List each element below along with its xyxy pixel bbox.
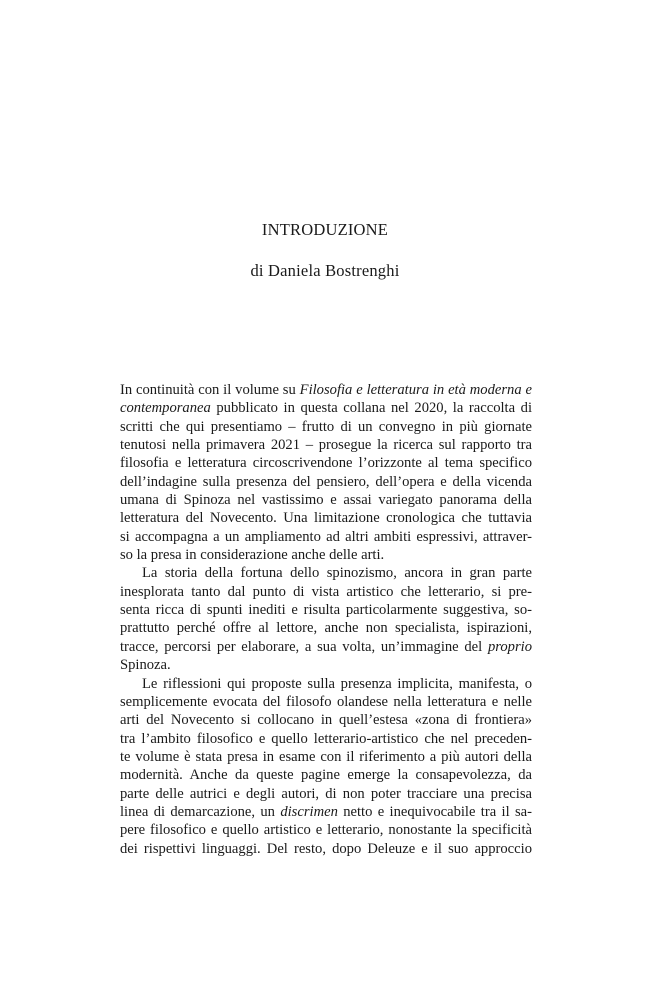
text-line bbox=[120, 693, 532, 711]
text-line bbox=[120, 675, 532, 693]
text-segment: netto e inequivocabile tra il sa- bbox=[337, 803, 532, 820]
text-segment: parte delle autrici e degli autori, di non poter tracciare una precisa bbox=[120, 785, 532, 802]
text-line bbox=[120, 730, 532, 748]
text-segment: linea di demarcazione, un bbox=[120, 803, 281, 820]
text-line bbox=[120, 381, 532, 399]
text-line bbox=[120, 509, 532, 527]
italic-text: discrimen bbox=[280, 803, 338, 820]
text-segment: dei rispettivi linguaggi. Del resto, dopo Deleuze e il suo approccio bbox=[120, 840, 532, 857]
text-line bbox=[120, 711, 532, 729]
text-segment: tracce, percorsi per elaborare, a sua volta, un’immagine del bbox=[120, 638, 488, 655]
text-segment: so la presa in considerazione anche delle arti. bbox=[120, 547, 385, 564]
text-line bbox=[120, 418, 532, 436]
text-line bbox=[120, 473, 532, 491]
text-line bbox=[120, 601, 532, 619]
text-line bbox=[120, 766, 532, 784]
text-line bbox=[120, 656, 532, 674]
text-segment: tenutosi nella primavera 2021 – prosegue la ricerca sul rapporto tra bbox=[120, 437, 532, 454]
text-segment: modernità. Anche da queste pagine emerge la consapevolezza, da bbox=[120, 767, 532, 784]
text-segment: pubblicato in questa collana nel 2020, la raccolta di bbox=[210, 400, 532, 417]
text-segment: pere filosofico e quello artistico e letterario, nonostante la specificità bbox=[120, 822, 532, 839]
text-line bbox=[120, 564, 532, 582]
text-segment: dell’indagine sulla presenza del pensiero, dell’opera e della vicenda bbox=[120, 473, 532, 490]
text-segment: La storia della fortuna dello spinozismo, ancora in gran parte bbox=[142, 565, 532, 582]
author-line: di Daniela Bostrenghi bbox=[250, 261, 400, 280]
text-segment: umana di Spinoza nel vastissimo e assai variegato panorama della bbox=[120, 492, 532, 509]
text-line bbox=[120, 454, 532, 472]
text-segment: si accompagna a un ampliamento ad altri ambiti espressivi, attraver- bbox=[120, 528, 532, 545]
italic-text: proprio bbox=[487, 638, 532, 655]
text-line bbox=[120, 785, 532, 803]
text-line bbox=[120, 821, 532, 839]
italic-text: Filosofia e letteratura in età moderna e bbox=[299, 382, 532, 398]
text-segment: filosofia e letteratura circoscrivendone l’orizzonte al tema specifico bbox=[120, 455, 532, 472]
text-line bbox=[120, 528, 532, 546]
text-line bbox=[120, 840, 532, 858]
text-line bbox=[120, 619, 532, 637]
body-text bbox=[120, 381, 532, 858]
text-line bbox=[120, 638, 532, 656]
italic-text: contemporanea bbox=[120, 400, 211, 417]
page-title: INTRODUZIONE bbox=[261, 220, 389, 239]
text-segment: Le riflessioni qui proposte sulla presenza implicita, manifesta, o bbox=[142, 675, 532, 692]
text-segment: senta ricca di spunti inediti e risulta particolarmente suggestiva, so- bbox=[120, 602, 532, 619]
text-segment: scritti che qui presentiamo – frutto di un convegno in più giornate bbox=[120, 418, 532, 435]
text-line bbox=[120, 803, 532, 821]
text-line bbox=[120, 583, 532, 601]
text-segment: te volume è stata presa in esame con il riferimento a più autori della bbox=[120, 748, 532, 765]
text-segment: arti del Novecento si collocano in quell’estesa «zona di frontiera» bbox=[120, 712, 532, 729]
text-segment: In continuità con il volume su bbox=[120, 382, 300, 398]
text-segment: tra l’ambito filosofico e quello letterario-artistico che nel preceden- bbox=[120, 730, 532, 747]
text-line bbox=[120, 546, 532, 564]
text-segment: inesplorata tanto dal punto di vista artistico che letterario, si pre- bbox=[120, 583, 532, 600]
text-line bbox=[120, 399, 532, 417]
text-segment: prattutto perché offre al lettore, anche non specialista, ispirazioni, bbox=[120, 620, 532, 637]
text-line bbox=[120, 748, 532, 766]
text-line bbox=[120, 491, 532, 509]
text-segment: semplicemente evocata del filosofo olandese nella letteratura e nelle bbox=[120, 693, 532, 710]
text-segment: Spinoza. bbox=[120, 657, 171, 674]
text-line bbox=[120, 436, 532, 454]
text-segment: letteratura del Novecento. Una limitazione cronologica che tuttavia bbox=[120, 510, 532, 527]
